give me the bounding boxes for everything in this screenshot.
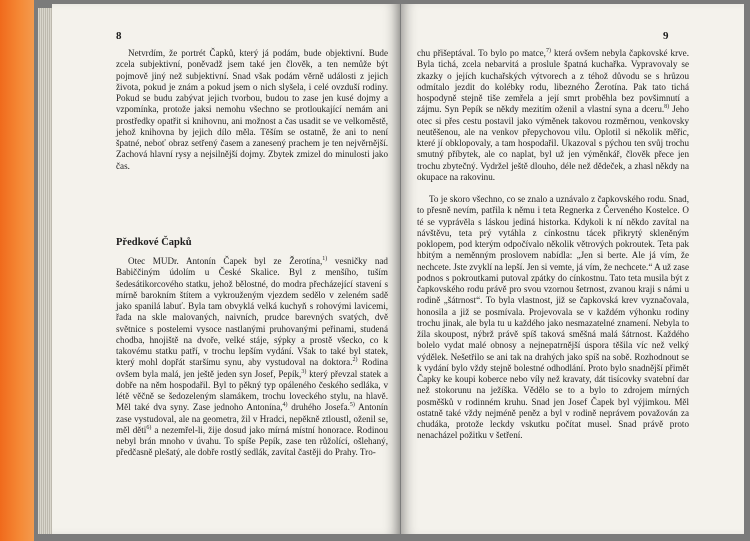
page-stack-edge bbox=[38, 8, 52, 534]
page-number-right: 9 bbox=[663, 30, 669, 42]
ancestors-paragraph-block bbox=[116, 256, 388, 459]
continuation-paragraph: chu přišeptával. To bylo po matce,$^{7)}$ která ovšem nebyla čapkovské krve. Byla tichá, zcela nebarvitá a proslule špatná kuchařka. Vypravovaly se zkazky o jejích kuchařských výtvorech a z téhož důvodu se s hrůzou odmítalo jezdit do kolébky rodu, libezného Žerotína. Pak tato tichá hospodyně stejně tiše zemřela a její smrt proběhla bez povšimnutí a zájmu. Syn Pepík se někdy mezitím oženil a vlastní syna a dceru.$^{8)}$ Jeho otec si přes cestu postavil jako výměnek takovou rozměrnou, venkovsky neutěšenou, ale na venkov přepychovou vilu. Oplotil si několik měřic, které jí obklopovaly, a tam hospodařil. Ukazoval s pýchou ten svůj trochu smutný příbytek, ale co naplat, byl už jen výměnkář, člověk přece jen trochu zbytečný. Vydržel ještě dlouho, déle než dědeček, a zhasl někdy na okupace na rakovinu. bbox=[417, 47, 689, 182]
footnote-ref: 3) bbox=[301, 368, 307, 375]
footnote-ref: 8) bbox=[664, 104, 670, 111]
ancestors-paragraph: Otec MUDr. Antonín Čapek byl ze Žerotína,$^{1)}$ vesničky nad Babiččiným údolím u České Skalice. Byl z menšího, tuším šedesátikorcového statku, jehož bělostné, do modra přecházející stavení s mírně barokním štítem a vykrouženým vjezdem sedělo v zeleném sadě jako spanilá labuť. Byla tam obvyklá velká kuchyň s rohovými lavicemi, řada na skle malovaných, naivních, prudce barevných svatých, dvě světnice s postelemi vysoce nastlanými pruhovanými peřinami, studená chodba, hnojiště na dvoře, velké stáje, sýpky a prostě všecko, co k takovému statku patří, v trochu lepším vydání. Však to také byl statek, který mohl dopřát staršímu synu, aby vystudoval na doktora.$^{2)}$ Rodina ovšem byla malá, jen ještě jeden syn Josef, Pepík,$^{3)}$ který převzal statek a dobře na něm hospodařil. Byl to pěkný typ opáleného českého sedláka, v létě věčně se šedozeleným slamákem, trochu loveckého stylu, na hlavě. Měl také dva syny. Zase jednoho Antonína,$^{4)}$ druhého Josefa.$^{5)}$ Antonín zase vystudoval, ale na geometra, žil v Hradci, nepěkně ztloustl, oženil se, měl děti$^{6)}$ a nezemřel-li, žije dosud jako mírná místní honorace. Rodinou nebyl brán mnoho v úvahu. To spíše Pepík, zase ten růžolící, ošlehaný, předčasně plešatý, ale dobře rostlý sedlák, zavítal častěji do Prahy. Tro- bbox=[116, 255, 389, 458]
book-cover-edge bbox=[0, 0, 34, 541]
page-number-left: 8 bbox=[116, 30, 122, 42]
footnote-ref: 5) bbox=[349, 402, 355, 409]
right-text-block bbox=[417, 48, 689, 442]
intro-paragraph: Netvrdím, že portrét Čapků, který já podám, bude objektivní. Bude zcela subjektivní, poněvadž jsem také jen člověk, a ten nemůže být pojmově jiný než subjektivní. Snad však podám věrně události z jejich života, pokud je znám a pokud jsem o nich slyšela, i celé ovzduší rodiny. Pokud se budu zabývat jejich tvorbou, budou to zase jen kusé dojmy a vzpomínka, protože jaksi nemohu všechno se protloukající nemám ani prostředky opatřit si knihovnu, ani možnost a čas usadit se ve velkoměstě, jehož knihovna by jejich dílo měla. Těším se ostatně, že ani to není špatné, neboť obraz setřený časem a zanesený prachem je ten nejvěrnější. Zachová hlavní rysy a nejsilnější dojmy. Zbytek zmizel do minulosti jako čas. bbox=[116, 48, 388, 171]
right-page bbox=[401, 4, 744, 534]
footnote-ref: 7) bbox=[545, 47, 551, 54]
footnote-ref: 1) bbox=[322, 255, 328, 262]
left-page bbox=[52, 4, 400, 534]
footnote-ref: 6) bbox=[146, 424, 152, 431]
intro-paragraph-block bbox=[116, 48, 388, 172]
footnote-ref: 4) bbox=[282, 402, 288, 409]
section-heading: Předkové Čapků bbox=[116, 237, 192, 248]
footnote-ref: 2) bbox=[352, 357, 358, 364]
aunt-paragraph: To je skoro všechno, co se znalo a uznávalo z čapkovského rodu. Snad, to přesně nevím, patřila k němu i teta Regnerka z Červeného Kostelce. O té se vyprávěla s láskou jediná historka. Kdykoli k ní někdo zavítal na návštěvu, teta prý vytáhla z cínkostnu tácek přikrytý skleněným poklopem, pod kterým odpočívalo několik větrových pokroutek. Teta pak hbitým a neměnným proslovem nabídla: „Jen si berte. Ale já vím, že nechcete. Jste zvyklí na lepší. Jen si vemte, já vím, že nechcete.“ A už zase podnos s pokroutkami putoval zpátky do cínkostnu. Tato teta musila být z čapkovského rodu právě pro svou vzornou šetrnost, zvanou kraji s námi u rodině „šátrnost“. To byla vlastnost, již se čapkovská krev vyznačovala, honosila a již se posmívala. Projevovala se v každém výhonku rodiny trochu jinak, ale byla tu u každého jako nesmazatelné znamení. Nebyla to žíla skoupost, nýbrž právě spíš taková směšná malá šátrnost. Každého bolelo vydat malé obnosy a nejnepatrnější úspora těšila víc než velký výdělek. Nešetřilo se ani tak na drahých jako spíš na sobě. Rozhodnout se k vydání bylo vždy stejně bolestné odhodlání. Proto bylo snadnější přimět Čapky ke koupi koberce nebo víly než kravaty, dát tisícovky svatební dar než stokorunu na ježíška. Vědělo se to a bylo to zdrojem mírných posměšků v rodinném kruhu. Snad jen Josef Čapek byl výjimkou. Měl ostatně také vždy nejméně peněz a byl v rodině neprávem považován za chudáka, protože leckdy vskutku počítat musel. Snad právě proto nenacházel požitku v šetření. bbox=[417, 194, 689, 441]
